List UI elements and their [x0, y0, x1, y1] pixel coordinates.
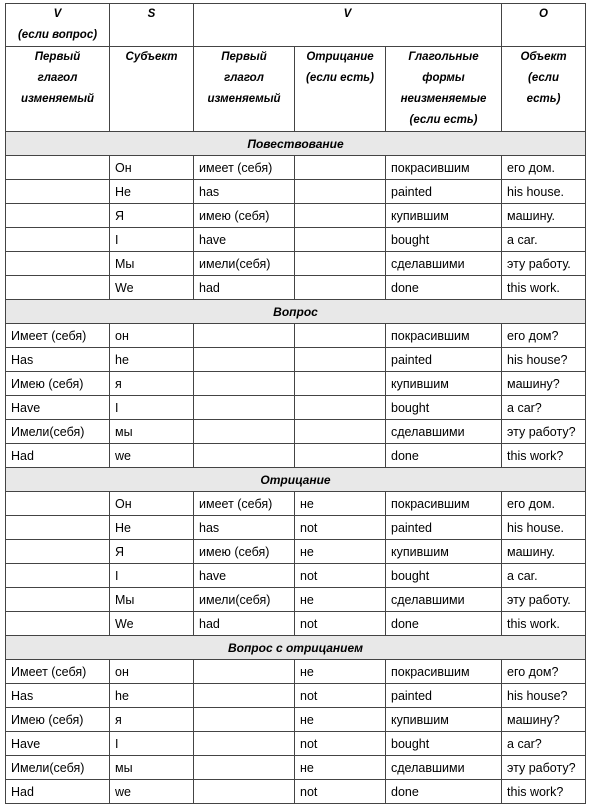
table-row — [6, 492, 586, 516]
cell-verb-forms: сделавшими — [386, 588, 502, 612]
cell-verb-forms: купившим — [386, 708, 502, 732]
cell-object: его дом? — [502, 660, 586, 684]
table-row — [6, 564, 586, 588]
cell-object: эту работу. — [502, 588, 586, 612]
cell-subject: I — [110, 564, 194, 588]
table-row — [6, 444, 586, 468]
cell-first-verb: Had — [6, 444, 110, 468]
cell-subject: we — [110, 780, 194, 804]
cell-negation — [295, 156, 386, 180]
header-v-letter: V — [343, 8, 352, 20]
cell-negation: not — [295, 684, 386, 708]
table-row — [6, 324, 586, 348]
cell-verb-forms: купившим — [386, 204, 502, 228]
cell-first-verb — [6, 564, 110, 588]
section-title: Вопрос с отрицанием — [6, 636, 586, 660]
cell-first-verb: Имеет (себя) — [6, 324, 110, 348]
header-first-verb — [6, 47, 110, 132]
cell-negation — [295, 444, 386, 468]
cell-subject: we — [110, 444, 194, 468]
table-row — [6, 612, 586, 636]
cell-verb-forms: done — [386, 444, 502, 468]
table-row — [6, 684, 586, 708]
cell-first-verb-2: имеет (себя) — [194, 156, 295, 180]
header-object-line: (если — [528, 72, 559, 84]
cell-first-verb-2 — [194, 348, 295, 372]
header-row-columns — [6, 47, 586, 132]
table-row — [6, 228, 586, 252]
cell-negation — [295, 372, 386, 396]
cell-negation — [295, 348, 386, 372]
cell-first-verb — [6, 588, 110, 612]
cell-verb-forms: сделавшими — [386, 420, 502, 444]
cell-first-verb — [6, 204, 110, 228]
header-negation-line: (если есть) — [306, 72, 374, 84]
header-v1-letter: V — [53, 8, 62, 20]
cell-object: машину? — [502, 372, 586, 396]
cell-first-verb: Have — [6, 396, 110, 420]
cell-verb-forms: купившим — [386, 372, 502, 396]
cell-negation: not — [295, 732, 386, 756]
header-first-verb-line: изменяемый — [20, 93, 95, 105]
cell-first-verb-2: have — [194, 564, 295, 588]
cell-first-verb: Имею (себя) — [6, 372, 110, 396]
cell-first-verb-2 — [194, 708, 295, 732]
cell-verb-forms: покрасившим — [386, 156, 502, 180]
cell-first-verb-2: имели(себя) — [194, 252, 295, 276]
cell-first-verb — [6, 228, 110, 252]
cell-verb-forms: done — [386, 780, 502, 804]
cell-first-verb-2 — [194, 420, 295, 444]
cell-negation — [295, 324, 386, 348]
table-row — [6, 276, 586, 300]
cell-verb-forms: done — [386, 276, 502, 300]
cell-object: his house? — [502, 348, 586, 372]
section-title: Отрицание — [6, 468, 586, 492]
header-verb-forms — [386, 47, 502, 132]
cell-first-verb: Have — [6, 732, 110, 756]
section-row — [6, 468, 586, 492]
cell-subject: I — [110, 396, 194, 420]
header-o-cell — [502, 4, 586, 47]
cell-object: его дом. — [502, 156, 586, 180]
cell-subject: мы — [110, 756, 194, 780]
cell-first-verb-2: имею (себя) — [194, 204, 295, 228]
section-row — [6, 300, 586, 324]
cell-negation — [295, 420, 386, 444]
table-row — [6, 756, 586, 780]
section-title: Вопрос — [6, 300, 586, 324]
cell-first-verb-2 — [194, 684, 295, 708]
cell-first-verb-2 — [194, 372, 295, 396]
cell-negation: not — [295, 780, 386, 804]
cell-subject: я — [110, 708, 194, 732]
cell-subject: I — [110, 228, 194, 252]
table-row — [6, 780, 586, 804]
table-row — [6, 660, 586, 684]
cell-object: this work. — [502, 276, 586, 300]
cell-subject: Мы — [110, 252, 194, 276]
cell-object: машину. — [502, 540, 586, 564]
cell-first-verb-2: has — [194, 516, 295, 540]
cell-object: машину. — [502, 204, 586, 228]
header-row-letters — [6, 4, 586, 47]
cell-first-verb-2: имели(себя) — [194, 588, 295, 612]
table-body — [6, 4, 586, 804]
table-row — [6, 156, 586, 180]
cell-negation — [295, 276, 386, 300]
header-subject — [110, 47, 194, 132]
header-first-verb-2-line: глагол — [224, 72, 264, 84]
cell-negation — [295, 204, 386, 228]
cell-verb-forms: done — [386, 612, 502, 636]
table-row — [6, 732, 586, 756]
cell-object: his house? — [502, 684, 586, 708]
table-row — [6, 540, 586, 564]
cell-object: a car. — [502, 564, 586, 588]
header-object-line: есть) — [526, 93, 561, 105]
header-verb-forms-line: (если есть) — [409, 114, 478, 126]
header-negation — [295, 47, 386, 132]
table-row — [6, 180, 586, 204]
cell-subject: Мы — [110, 588, 194, 612]
cell-subject: He — [110, 180, 194, 204]
cell-verb-forms: painted — [386, 348, 502, 372]
cell-object: this work? — [502, 780, 586, 804]
cell-first-verb: Has — [6, 348, 110, 372]
cell-first-verb-2 — [194, 780, 295, 804]
cell-verb-forms: купившим — [386, 540, 502, 564]
header-o-letter: O — [539, 8, 548, 20]
cell-negation: не — [295, 708, 386, 732]
cell-first-verb — [6, 252, 110, 276]
table-row — [6, 516, 586, 540]
cell-subject: я — [110, 372, 194, 396]
cell-subject: He — [110, 516, 194, 540]
cell-object: this work. — [502, 612, 586, 636]
cell-first-verb — [6, 276, 110, 300]
cell-first-verb-2: имею (себя) — [194, 540, 295, 564]
header-v1-note: (если вопрос) — [17, 29, 98, 41]
cell-subject: мы — [110, 420, 194, 444]
cell-negation: не — [295, 492, 386, 516]
section-row — [6, 636, 586, 660]
cell-subject: We — [110, 276, 194, 300]
cell-verb-forms: bought — [386, 396, 502, 420]
cell-negation: не — [295, 588, 386, 612]
header-first-verb-2 — [194, 47, 295, 132]
cell-object: его дом. — [502, 492, 586, 516]
header-verb-forms-line: формы — [422, 72, 465, 84]
cell-verb-forms: bought — [386, 732, 502, 756]
cell-first-verb-2: have — [194, 228, 295, 252]
section-title: Повествование — [6, 132, 586, 156]
cell-subject: he — [110, 348, 194, 372]
cell-first-verb: Имею (себя) — [6, 708, 110, 732]
cell-verb-forms: bought — [386, 564, 502, 588]
cell-negation: не — [295, 756, 386, 780]
header-object-line: Объект — [520, 51, 567, 63]
header-subject-line: Субъект — [125, 51, 178, 63]
cell-first-verb: Имели(себя) — [6, 420, 110, 444]
cell-first-verb: Has — [6, 684, 110, 708]
cell-first-verb-2: имеет (себя) — [194, 492, 295, 516]
cell-negation: not — [295, 516, 386, 540]
cell-object: this work? — [502, 444, 586, 468]
cell-first-verb-2 — [194, 444, 295, 468]
cell-object: его дом? — [502, 324, 586, 348]
cell-object: his house. — [502, 516, 586, 540]
cell-first-verb-2 — [194, 732, 295, 756]
cell-subject: he — [110, 684, 194, 708]
header-first-verb-2-line: Первый — [221, 51, 267, 63]
cell-first-verb — [6, 516, 110, 540]
cell-first-verb-2 — [194, 756, 295, 780]
cell-object: a car. — [502, 228, 586, 252]
cell-first-verb — [6, 540, 110, 564]
header-v1-cell — [6, 4, 110, 47]
cell-first-verb-2 — [194, 396, 295, 420]
cell-negation — [295, 228, 386, 252]
cell-first-verb-2: had — [194, 276, 295, 300]
cell-negation: не — [295, 540, 386, 564]
cell-first-verb: Имели(себя) — [6, 756, 110, 780]
cell-subject: Он — [110, 156, 194, 180]
table-row — [6, 252, 586, 276]
table-row — [6, 372, 586, 396]
cell-negation — [295, 252, 386, 276]
cell-object: машину? — [502, 708, 586, 732]
cell-verb-forms: сделавшими — [386, 756, 502, 780]
table-row — [6, 204, 586, 228]
cell-first-verb: Had — [6, 780, 110, 804]
header-first-verb-2-line: изменяемый — [207, 93, 281, 105]
cell-object: эту работу? — [502, 420, 586, 444]
cell-subject: он — [110, 660, 194, 684]
cell-object: a car? — [502, 732, 586, 756]
cell-negation: not — [295, 612, 386, 636]
table-row — [6, 420, 586, 444]
header-s-cell — [110, 4, 194, 47]
table-row — [6, 396, 586, 420]
header-first-verb-line: глагол — [37, 72, 78, 84]
cell-subject: он — [110, 324, 194, 348]
cell-subject: I — [110, 732, 194, 756]
header-v-cell — [194, 4, 502, 47]
cell-subject: We — [110, 612, 194, 636]
cell-verb-forms: покрасившим — [386, 324, 502, 348]
cell-negation — [295, 180, 386, 204]
cell-first-verb-2: has — [194, 180, 295, 204]
cell-first-verb: Имеет (себя) — [6, 660, 110, 684]
cell-subject: Я — [110, 204, 194, 228]
cell-first-verb — [6, 180, 110, 204]
cell-negation: не — [295, 660, 386, 684]
cell-subject: Он — [110, 492, 194, 516]
cell-verb-forms: покрасившим — [386, 492, 502, 516]
cell-negation — [295, 396, 386, 420]
table-row — [6, 708, 586, 732]
grammar-table-container — [5, 3, 586, 804]
cell-object: a car? — [502, 396, 586, 420]
header-negation-line: Отрицание — [306, 51, 374, 63]
header-s-letter: S — [147, 8, 156, 20]
header-object — [502, 47, 586, 132]
header-verb-forms-line: Глагольные — [408, 51, 479, 63]
cell-object: эту работу? — [502, 756, 586, 780]
header-verb-forms-line: неизменяемые — [400, 93, 487, 105]
cell-verb-forms: покрасившим — [386, 660, 502, 684]
grammar-table — [5, 3, 586, 804]
cell-first-verb — [6, 156, 110, 180]
cell-verb-forms: painted — [386, 684, 502, 708]
cell-verb-forms: сделавшими — [386, 252, 502, 276]
cell-first-verb-2 — [194, 660, 295, 684]
cell-negation: not — [295, 564, 386, 588]
cell-first-verb-2 — [194, 324, 295, 348]
cell-object: his house. — [502, 180, 586, 204]
cell-subject: Я — [110, 540, 194, 564]
cell-first-verb — [6, 612, 110, 636]
header-first-verb-line: Первый — [34, 51, 81, 63]
cell-verb-forms: bought — [386, 228, 502, 252]
table-row — [6, 348, 586, 372]
cell-verb-forms: painted — [386, 180, 502, 204]
section-row — [6, 132, 586, 156]
cell-first-verb — [6, 492, 110, 516]
cell-first-verb-2: had — [194, 612, 295, 636]
cell-object: эту работу. — [502, 252, 586, 276]
table-row — [6, 588, 586, 612]
cell-verb-forms: painted — [386, 516, 502, 540]
